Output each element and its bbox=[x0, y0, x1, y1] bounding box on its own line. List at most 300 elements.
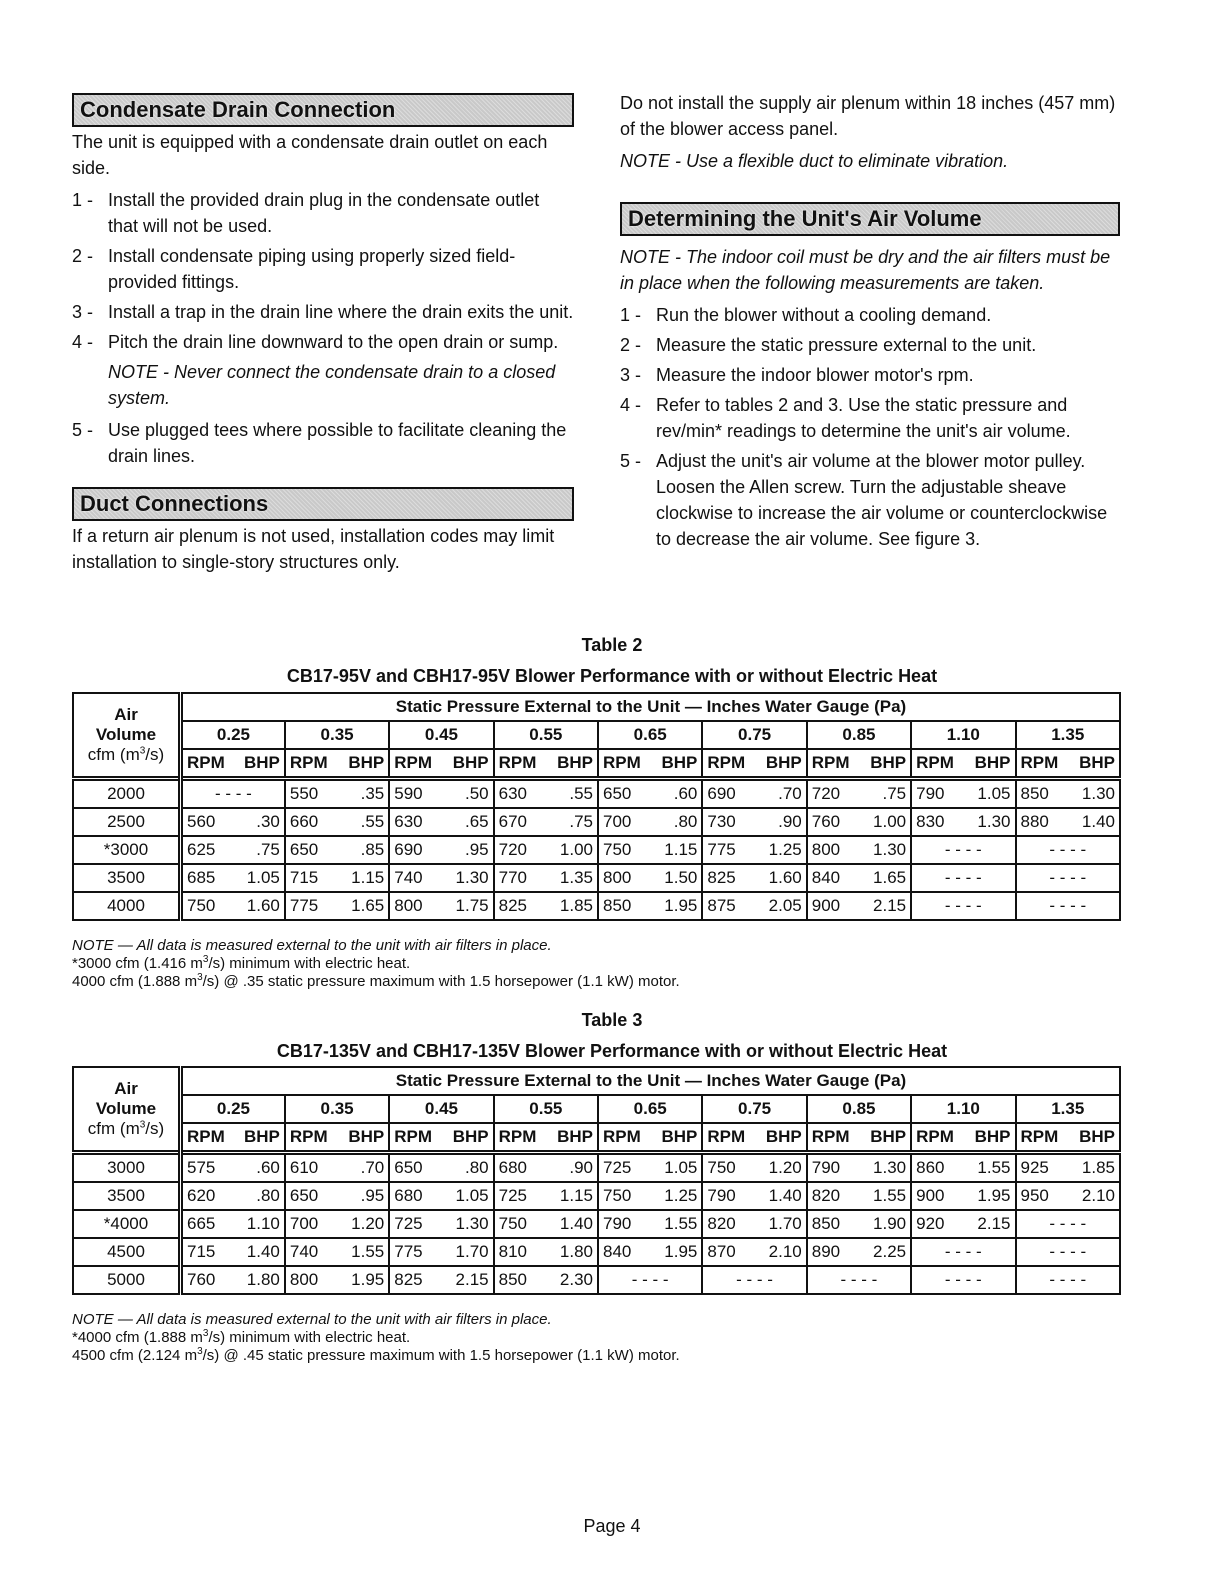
bhp-cell: 1.65 bbox=[337, 892, 389, 920]
bhp-cell: 1.05 bbox=[233, 864, 285, 892]
no-data-cell: - - - - bbox=[1016, 836, 1121, 864]
rpm-cell: 860 bbox=[911, 1153, 963, 1183]
rpm-cell: 630 bbox=[494, 779, 546, 809]
bhp-header: BHP bbox=[859, 749, 911, 779]
rpm-cell: 725 bbox=[389, 1210, 441, 1238]
pressure-header: 0.45 bbox=[389, 1095, 493, 1123]
section-heading-duct-connections: Duct Connections bbox=[72, 487, 574, 521]
bhp-cell: 1.30 bbox=[441, 864, 493, 892]
bhp-cell: .60 bbox=[650, 779, 702, 809]
rpm-cell: 610 bbox=[285, 1153, 337, 1183]
pressure-header: 0.65 bbox=[598, 721, 702, 749]
bhp-cell: 1.50 bbox=[650, 864, 702, 892]
bhp-cell: .35 bbox=[337, 779, 389, 809]
rpm-cell: 790 bbox=[598, 1210, 650, 1238]
rpm-cell: 690 bbox=[702, 779, 754, 809]
rpm-cell: 625 bbox=[181, 836, 233, 864]
rpm-header: RPM bbox=[389, 749, 441, 779]
right-column bbox=[620, 90, 1120, 556]
rpm-cell: 825 bbox=[389, 1266, 441, 1294]
step-text: Install condensate piping using properly sized field-provided fittings. bbox=[108, 246, 516, 292]
air-volume-cell: *3000 bbox=[73, 836, 181, 864]
bhp-header: BHP bbox=[441, 1123, 493, 1153]
footnote-text: 4000 cfm (1.888 m bbox=[72, 973, 198, 990]
pressure-header: 0.45 bbox=[389, 721, 493, 749]
bhp-cell: .80 bbox=[650, 808, 702, 836]
step-text: Measure the indoor blower motor's rpm. bbox=[656, 365, 974, 385]
rpm-cell: 685 bbox=[181, 864, 233, 892]
bhp-cell: 2.15 bbox=[859, 892, 911, 920]
rpm-cell: 760 bbox=[807, 808, 859, 836]
rpm-cell: 560 bbox=[181, 808, 233, 836]
unit-text: /s) bbox=[145, 1119, 165, 1138]
bhp-cell: 1.70 bbox=[755, 1210, 807, 1238]
pressure-header: 1.10 bbox=[911, 721, 1015, 749]
rpm-cell: 650 bbox=[389, 1153, 441, 1183]
bhp-cell: .70 bbox=[755, 779, 807, 809]
bhp-header: BHP bbox=[337, 749, 389, 779]
blower-performance-table-2 bbox=[72, 692, 1121, 921]
rpm-cell: 740 bbox=[389, 864, 441, 892]
bhp-cell: 1.15 bbox=[546, 1182, 598, 1210]
no-data-cell: - - - - bbox=[1016, 1266, 1121, 1294]
bhp-cell: 1.95 bbox=[650, 892, 702, 920]
bhp-cell: .90 bbox=[755, 808, 807, 836]
air-volume-cell: 3500 bbox=[73, 864, 181, 892]
bhp-cell: .75 bbox=[546, 808, 598, 836]
bhp-cell: .75 bbox=[859, 779, 911, 809]
rpm-cell: 760 bbox=[181, 1266, 233, 1294]
bhp-header: BHP bbox=[233, 749, 285, 779]
rpm-cell: 725 bbox=[598, 1153, 650, 1183]
static-pressure-header: Static Pressure External to the Unit — Inches Water Gauge (Pa) bbox=[181, 1067, 1121, 1095]
table-row bbox=[73, 1210, 1120, 1238]
bhp-cell: 1.25 bbox=[650, 1182, 702, 1210]
rpm-cell: 790 bbox=[911, 779, 963, 809]
superscript: 3 bbox=[197, 1346, 203, 1357]
pressure-header: 1.35 bbox=[1016, 721, 1121, 749]
table-3-title: CB17-135V and CBH17-135V Blower Performance with or without Electric Heat bbox=[276, 1041, 948, 1061]
rpm-cell: 775 bbox=[702, 836, 754, 864]
rpm-cell: 665 bbox=[181, 1210, 233, 1238]
step-number: 2 - bbox=[72, 246, 94, 266]
bhp-cell: .90 bbox=[546, 1153, 598, 1183]
no-data-cell: - - - - bbox=[911, 1238, 1015, 1266]
bhp-cell: 1.80 bbox=[546, 1238, 598, 1266]
rpm-cell: 550 bbox=[285, 779, 337, 809]
duct-text: If a return air plenum is not used, installation codes may limit installation to single-story structures only. bbox=[72, 526, 555, 572]
superscript: 3 bbox=[139, 1119, 146, 1131]
air-note: NOTE - The indoor coil must be dry and the air filters must be in place when the following measurements are taken. bbox=[620, 247, 1111, 293]
rpm-cell: 825 bbox=[702, 864, 754, 892]
rpm-cell: 680 bbox=[389, 1182, 441, 1210]
rpm-cell: 680 bbox=[494, 1153, 546, 1183]
rpm-header: RPM bbox=[911, 749, 963, 779]
air-step bbox=[620, 362, 1120, 388]
superscript: 3 bbox=[197, 972, 203, 983]
pressure-header: 0.55 bbox=[494, 1095, 598, 1123]
step-number: 4 - bbox=[620, 395, 642, 415]
no-data-cell: - - - - bbox=[1016, 1210, 1121, 1238]
step-text: Run the blower without a cooling demand. bbox=[656, 305, 992, 325]
pressure-header: 1.10 bbox=[911, 1095, 1015, 1123]
rpm-cell: 825 bbox=[494, 892, 546, 920]
drain-intro: The unit is equipped with a condensate drain outlet on each side. bbox=[72, 132, 548, 178]
footnote-text: /s) minimum with electric heat. bbox=[208, 1329, 411, 1346]
bhp-cell: 1.90 bbox=[859, 1210, 911, 1238]
no-data-cell: - - - - bbox=[911, 836, 1015, 864]
table-2-notes bbox=[72, 937, 680, 991]
table-row bbox=[73, 808, 1120, 836]
rpm-cell: 770 bbox=[494, 864, 546, 892]
rpm-cell: 670 bbox=[494, 808, 546, 836]
bhp-cell: 1.30 bbox=[859, 836, 911, 864]
pressure-header: 0.65 bbox=[598, 1095, 702, 1123]
bhp-cell: 1.95 bbox=[337, 1266, 389, 1294]
step-number: 2 - bbox=[620, 335, 642, 355]
air-volume-cell: 3500 bbox=[73, 1182, 181, 1210]
plenum-note: NOTE - Use a flexible duct to eliminate vibration. bbox=[620, 151, 1009, 171]
drain-step bbox=[72, 329, 574, 355]
rpm-header: RPM bbox=[1016, 1123, 1068, 1153]
rpm-cell: 950 bbox=[1016, 1182, 1068, 1210]
no-data-cell: - - - - bbox=[911, 1266, 1015, 1294]
rpm-header: RPM bbox=[807, 1123, 859, 1153]
rpm-cell: 800 bbox=[598, 864, 650, 892]
air-volume-cell: *4000 bbox=[73, 1210, 181, 1238]
bhp-cell: 1.25 bbox=[755, 836, 807, 864]
header-row bbox=[73, 693, 1120, 721]
footnote-text: *3000 cfm (1.416 m bbox=[72, 955, 203, 972]
rpm-cell: 920 bbox=[911, 1210, 963, 1238]
header-line bbox=[78, 1119, 174, 1139]
page-number: Page 4 bbox=[583, 1516, 641, 1536]
plenum-text: Do not install the supply air plenum within 18 inches (457 mm) of the blower access panel. bbox=[620, 93, 1116, 139]
bhp-cell: 1.40 bbox=[233, 1238, 285, 1266]
no-data-cell: - - - - bbox=[1016, 892, 1121, 920]
table-row bbox=[73, 1182, 1120, 1210]
rpm-header: RPM bbox=[598, 1123, 650, 1153]
air-step bbox=[620, 332, 1120, 358]
rpm-cell: 790 bbox=[807, 1153, 859, 1183]
drain-note: NOTE - Never connect the condensate drain to a closed system. bbox=[108, 362, 556, 408]
bhp-cell: 1.05 bbox=[441, 1182, 493, 1210]
air-step bbox=[620, 448, 1120, 552]
rpm-cell: 700 bbox=[285, 1210, 337, 1238]
unit-text: cfm (m bbox=[87, 1119, 140, 1138]
footnote bbox=[72, 955, 680, 973]
bhp-header: BHP bbox=[755, 1123, 807, 1153]
no-data-cell: - - - - bbox=[1016, 864, 1121, 892]
rpm-cell: 660 bbox=[285, 808, 337, 836]
bhp-cell: 1.40 bbox=[1068, 808, 1120, 836]
bhp-header: BHP bbox=[546, 749, 598, 779]
unit-text: cfm (m bbox=[87, 745, 140, 764]
bhp-header: BHP bbox=[233, 1123, 285, 1153]
bhp-cell: 1.05 bbox=[963, 779, 1015, 809]
bhp-cell: 2.05 bbox=[755, 892, 807, 920]
bhp-cell: 1.80 bbox=[233, 1266, 285, 1294]
bhp-cell: 1.30 bbox=[1068, 779, 1120, 809]
drain-step bbox=[72, 187, 574, 239]
bhp-cell: 1.10 bbox=[233, 1210, 285, 1238]
rpm-cell: 750 bbox=[702, 1153, 754, 1183]
bhp-header: BHP bbox=[650, 1123, 702, 1153]
air-volume-cell: 5000 bbox=[73, 1266, 181, 1294]
bhp-cell: 2.30 bbox=[546, 1266, 598, 1294]
header-row bbox=[73, 1067, 1120, 1095]
table-row bbox=[73, 779, 1120, 809]
drain-step bbox=[72, 417, 574, 469]
rpm-cell: 650 bbox=[598, 779, 650, 809]
drain-step bbox=[72, 243, 574, 295]
rpm-cell: 750 bbox=[598, 1182, 650, 1210]
superscript: 3 bbox=[202, 1328, 209, 1339]
bhp-cell: 1.55 bbox=[859, 1182, 911, 1210]
bhp-cell: 2.25 bbox=[859, 1238, 911, 1266]
bhp-cell: 1.55 bbox=[337, 1238, 389, 1266]
rpm-cell: 775 bbox=[285, 892, 337, 920]
rpm-cell: 820 bbox=[807, 1182, 859, 1210]
step-text: Measure the static pressure external to the unit. bbox=[656, 335, 1037, 355]
rpm-cell: 720 bbox=[494, 836, 546, 864]
bhp-header: BHP bbox=[859, 1123, 911, 1153]
bhp-cell: .95 bbox=[441, 836, 493, 864]
bhp-cell: .70 bbox=[337, 1153, 389, 1183]
rpm-cell: 720 bbox=[807, 779, 859, 809]
air-volume-cell: 2000 bbox=[73, 779, 181, 809]
superscript: 3 bbox=[139, 745, 146, 757]
rpm-cell: 840 bbox=[598, 1238, 650, 1266]
table-note: NOTE — All data is measured external to the unit with air filters in place. bbox=[72, 1311, 552, 1328]
table-2-label: Table 2 bbox=[581, 635, 643, 655]
bhp-cell: 1.40 bbox=[755, 1182, 807, 1210]
no-data-cell: - - - - bbox=[911, 864, 1015, 892]
pressure-row bbox=[73, 721, 1120, 749]
rpm-cell: 800 bbox=[807, 836, 859, 864]
rpm-cell: 790 bbox=[702, 1182, 754, 1210]
rpm-cell: 925 bbox=[1016, 1153, 1068, 1183]
rpm-header: RPM bbox=[1016, 749, 1068, 779]
rpm-header: RPM bbox=[285, 749, 337, 779]
bhp-cell: 1.85 bbox=[1068, 1153, 1120, 1183]
header-line: Air bbox=[114, 705, 138, 724]
table-row bbox=[73, 1266, 1120, 1294]
rpm-header: RPM bbox=[702, 1123, 754, 1153]
drain-step bbox=[72, 299, 574, 325]
bhp-cell: 1.95 bbox=[650, 1238, 702, 1266]
bhp-cell: .60 bbox=[233, 1153, 285, 1183]
bhp-cell: 2.10 bbox=[755, 1238, 807, 1266]
rpm-cell: 750 bbox=[598, 836, 650, 864]
bhp-cell: .55 bbox=[337, 808, 389, 836]
bhp-cell: .75 bbox=[233, 836, 285, 864]
rpm-cell: 700 bbox=[598, 808, 650, 836]
bhp-cell: 1.20 bbox=[755, 1153, 807, 1183]
bhp-header: BHP bbox=[1068, 1123, 1120, 1153]
rpm-cell: 880 bbox=[1016, 808, 1068, 836]
bhp-cell: 2.15 bbox=[441, 1266, 493, 1294]
air-volume-header bbox=[73, 1067, 181, 1153]
bhp-cell: 1.85 bbox=[546, 892, 598, 920]
bhp-header: BHP bbox=[441, 749, 493, 779]
bhp-header: BHP bbox=[963, 749, 1015, 779]
header-line: Volume bbox=[95, 725, 157, 744]
air-volume-cell: 4500 bbox=[73, 1238, 181, 1266]
bhp-cell: 1.15 bbox=[337, 864, 389, 892]
table-row bbox=[73, 1153, 1120, 1183]
rpm-header: RPM bbox=[598, 749, 650, 779]
header-line bbox=[78, 745, 174, 765]
pressure-header: 0.35 bbox=[285, 1095, 389, 1123]
footnote-text: *4000 cfm (1.888 m bbox=[72, 1329, 203, 1346]
rpm-header: RPM bbox=[702, 749, 754, 779]
step-number: 4 - bbox=[72, 332, 94, 352]
step-number: 3 - bbox=[72, 302, 94, 322]
pressure-row bbox=[73, 1095, 1120, 1123]
rpm-cell: 775 bbox=[389, 1238, 441, 1266]
rpm-header: RPM bbox=[494, 749, 546, 779]
left-column bbox=[72, 93, 574, 581]
bhp-cell: .50 bbox=[441, 779, 493, 809]
rpm-header: RPM bbox=[807, 749, 859, 779]
header-line: Air bbox=[114, 1079, 138, 1098]
step-number: 1 - bbox=[620, 305, 642, 325]
bhp-cell: 1.00 bbox=[859, 808, 911, 836]
step-text: Refer to tables 2 and 3. Use the static pressure and rev/min* readings to determine the unit's air volume. bbox=[656, 395, 1071, 441]
air-volume-cell: 3000 bbox=[73, 1153, 181, 1183]
table-row bbox=[73, 864, 1120, 892]
bhp-header: BHP bbox=[650, 749, 702, 779]
section-heading-condensate-drain: Condensate Drain Connection bbox=[72, 93, 574, 127]
step-text: Use plugged tees where possible to facilitate cleaning the drain lines. bbox=[108, 420, 567, 466]
rpm-cell: 650 bbox=[285, 836, 337, 864]
air-volume-header bbox=[73, 693, 181, 779]
bhp-cell: .55 bbox=[546, 779, 598, 809]
bhp-header: BHP bbox=[963, 1123, 1015, 1153]
table-row bbox=[73, 892, 1120, 920]
bhp-cell: 1.70 bbox=[441, 1238, 493, 1266]
table-row bbox=[73, 1238, 1120, 1266]
bhp-cell: 1.30 bbox=[859, 1153, 911, 1183]
footnote bbox=[72, 973, 680, 991]
bhp-cell: .80 bbox=[441, 1153, 493, 1183]
rpm-cell: 730 bbox=[702, 808, 754, 836]
pressure-header: 0.85 bbox=[807, 721, 911, 749]
step-text: Pitch the drain line downward to the open drain or sump. bbox=[108, 332, 559, 352]
rpm-bhp-row bbox=[73, 749, 1120, 779]
bhp-cell: 1.15 bbox=[650, 836, 702, 864]
rpm-cell: 840 bbox=[807, 864, 859, 892]
rpm-cell: 575 bbox=[181, 1153, 233, 1183]
no-data-cell: - - - - bbox=[911, 892, 1015, 920]
pressure-header: 0.55 bbox=[494, 721, 598, 749]
bhp-cell: 1.20 bbox=[337, 1210, 389, 1238]
rpm-cell: 820 bbox=[702, 1210, 754, 1238]
table-3-notes bbox=[72, 1311, 680, 1365]
bhp-header: BHP bbox=[1068, 749, 1120, 779]
pressure-header: 0.25 bbox=[181, 721, 285, 749]
rpm-cell: 630 bbox=[389, 808, 441, 836]
pressure-header: 0.75 bbox=[702, 1095, 806, 1123]
rpm-cell: 830 bbox=[911, 808, 963, 836]
rpm-header: RPM bbox=[181, 1123, 233, 1153]
bhp-cell: 1.30 bbox=[963, 808, 1015, 836]
rpm-header: RPM bbox=[389, 1123, 441, 1153]
rpm-cell: 800 bbox=[285, 1266, 337, 1294]
step-text: Adjust the unit's air volume at the blower motor pulley. Loosen the Allen screw. Turn the adjustable sheave clockwise to increase the air volume or counterclockwise to decrease the air volume. See figure 3. bbox=[656, 451, 1108, 549]
bhp-cell: 1.65 bbox=[859, 864, 911, 892]
bhp-header: BHP bbox=[755, 749, 807, 779]
bhp-cell: 1.30 bbox=[441, 1210, 493, 1238]
footnote bbox=[72, 1329, 680, 1347]
blower-performance-table-3 bbox=[72, 1066, 1121, 1295]
rpm-cell: 715 bbox=[285, 864, 337, 892]
rpm-cell: 875 bbox=[702, 892, 754, 920]
step-number: 3 - bbox=[620, 365, 642, 385]
rpm-cell: 725 bbox=[494, 1182, 546, 1210]
bhp-cell: 2.15 bbox=[963, 1210, 1015, 1238]
rpm-cell: 850 bbox=[807, 1210, 859, 1238]
section-heading-air-volume: Determining the Unit's Air Volume bbox=[620, 202, 1120, 236]
rpm-cell: 750 bbox=[181, 892, 233, 920]
bhp-cell: .85 bbox=[337, 836, 389, 864]
rpm-cell: 890 bbox=[807, 1238, 859, 1266]
bhp-cell: 1.35 bbox=[546, 864, 598, 892]
bhp-cell: 1.95 bbox=[963, 1182, 1015, 1210]
footnote-text: 4500 cfm (2.124 m bbox=[72, 1347, 198, 1364]
no-data-cell: - - - - bbox=[181, 779, 285, 809]
air-step bbox=[620, 392, 1120, 444]
rpm-cell: 740 bbox=[285, 1238, 337, 1266]
header-line: Volume bbox=[95, 1099, 157, 1118]
air-step bbox=[620, 302, 1120, 328]
footnote bbox=[72, 1347, 680, 1365]
bhp-cell: .30 bbox=[233, 808, 285, 836]
rpm-cell: 590 bbox=[389, 779, 441, 809]
table-row bbox=[73, 836, 1120, 864]
rpm-header: RPM bbox=[285, 1123, 337, 1153]
rpm-cell: 810 bbox=[494, 1238, 546, 1266]
bhp-header: BHP bbox=[546, 1123, 598, 1153]
step-text: Install the provided drain plug in the condensate outlet that will not be used. bbox=[108, 190, 540, 236]
no-data-cell: - - - - bbox=[807, 1266, 911, 1294]
step-number: 5 - bbox=[620, 451, 642, 471]
rpm-header: RPM bbox=[181, 749, 233, 779]
table-note: NOTE — All data is measured external to the unit with air filters in place. bbox=[72, 937, 552, 954]
bhp-cell: 1.00 bbox=[546, 836, 598, 864]
no-data-cell: - - - - bbox=[702, 1266, 806, 1294]
rpm-cell: 715 bbox=[181, 1238, 233, 1266]
footnote-text: /s) minimum with electric heat. bbox=[208, 955, 411, 972]
air-volume-cell: 4000 bbox=[73, 892, 181, 920]
unit-text: /s) bbox=[145, 745, 165, 764]
bhp-cell: 1.75 bbox=[441, 892, 493, 920]
rpm-bhp-row bbox=[73, 1123, 1120, 1153]
pressure-header: 1.35 bbox=[1016, 1095, 1121, 1123]
rpm-cell: 690 bbox=[389, 836, 441, 864]
rpm-cell: 850 bbox=[1016, 779, 1068, 809]
step-text: Install a trap in the drain line where the drain exits the unit. bbox=[108, 302, 574, 322]
step-number: 1 - bbox=[72, 190, 94, 210]
table-2-title: CB17-95V and CBH17-95V Blower Performance with or without Electric Heat bbox=[286, 666, 938, 686]
rpm-cell: 800 bbox=[389, 892, 441, 920]
superscript: 3 bbox=[202, 954, 209, 965]
footnote-text: /s) @ .45 static pressure maximum with 1.5 horsepower (1.1 kW) motor. bbox=[202, 1347, 680, 1364]
rpm-cell: 850 bbox=[598, 892, 650, 920]
pressure-header: 0.25 bbox=[181, 1095, 285, 1123]
bhp-cell: 1.60 bbox=[755, 864, 807, 892]
